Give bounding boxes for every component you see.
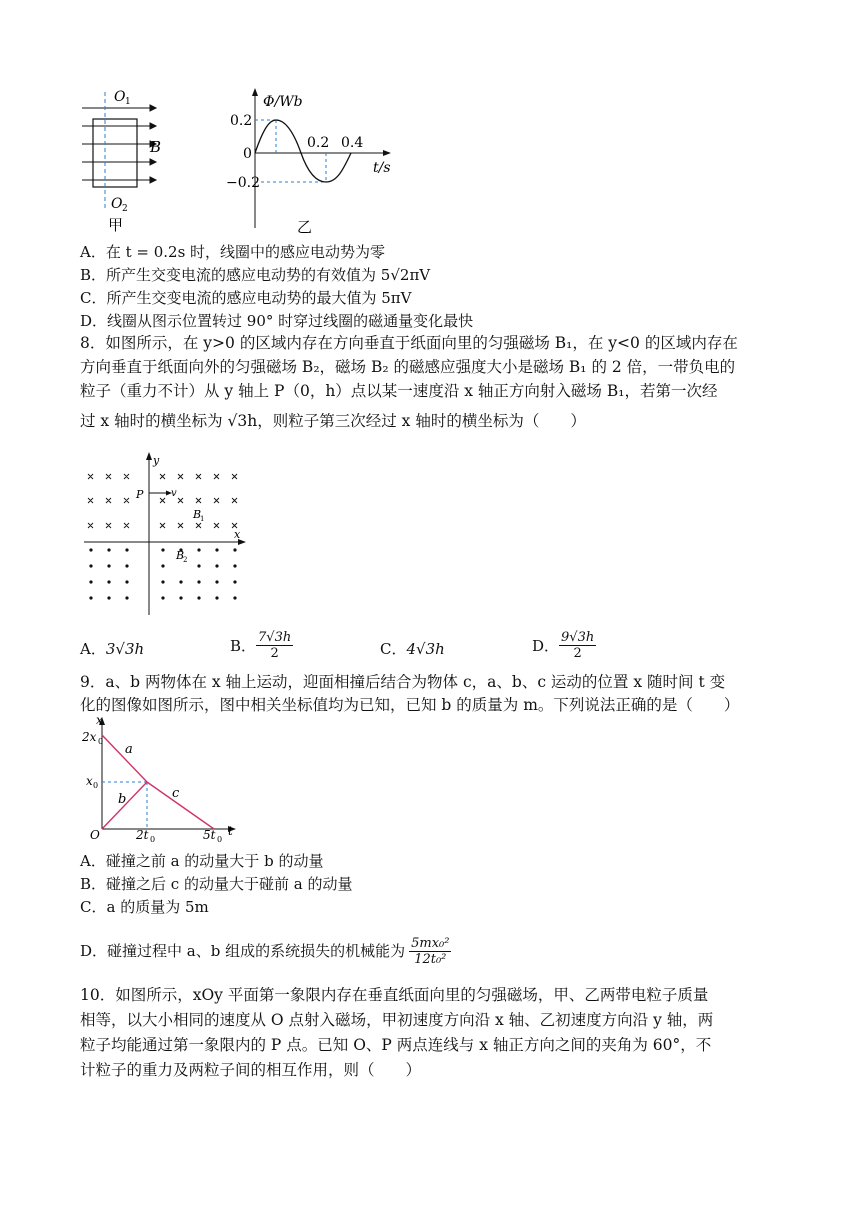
x-axis-label: x (234, 528, 241, 541)
tick-0.2: 0.2 (230, 113, 253, 129)
b-field-label: B (150, 138, 162, 156)
label-2x0-sub: 0 (98, 737, 104, 746)
velocity-label: v (171, 488, 177, 499)
q9-stem-line-2: 化的图像如图所示，图中相关坐标值均为已知，已知 b 的质量为 m。下列说法正确的是（ ） (80, 696, 740, 714)
q10-stem-line-1: 10．如图所示，xOy 平面第一象限内存在垂直纸面向里的匀强磁场，甲、乙两带电粒子质量 (80, 986, 709, 1004)
field-out-of-page-marks (89, 548, 236, 599)
q7-option-b: B．所产生交变电流的感应电动势的有效值为 5√2πV (80, 266, 431, 284)
tick-minus-0.2: −0.2 (226, 175, 260, 191)
y-axis-label: Φ/Wb (263, 94, 303, 110)
q10-stem-line-3: 粒子均能通过第一象限内的 P 点。已知 O、P 两点连线与 x 轴正方向之间的夹角为 60°，不 (80, 1036, 712, 1054)
q8-stem-line-2: 方向垂直于纸面向外的匀强磁场 B₂，磁场 B₂ 的磁感应强度大小是磁场 B₁ 的 2 倍，一带负电的 (80, 358, 736, 376)
q8-stem-line-3: 粒子（重力不计）从 y 轴上 P（0，h）点以某一速度沿 x 轴正方向射入磁场 B₁，若第一次经 (80, 382, 718, 400)
q8-option-c: C．4√3h (380, 640, 445, 658)
tick-0: 0 (243, 146, 252, 162)
o1-subscript: 1 (125, 97, 131, 107)
q8-option-d: D． $\frac{9√3h}{2}$ (532, 630, 595, 661)
q8-option-b: B． $\frac{7√3h}{2}$ (230, 630, 292, 661)
q9-option-a: A．碰撞之前 a 的动量大于 b 的动量 (80, 852, 324, 870)
q8-stem-line-4: 过 x 轴时的横坐标为 √3h，则粒子第三次经过 x 轴时的横坐标为（ ） (80, 412, 586, 430)
caption-jia: 甲 (108, 216, 124, 234)
figure-yi-flux-graph (225, 86, 405, 236)
label-2t0-sub: 0 (150, 835, 156, 844)
q8-option-a: A．3√3h (80, 640, 145, 658)
b2-subscript: 2 (183, 556, 188, 564)
line-c (147, 782, 214, 829)
q8-stem-line-1: 8．如图所示，在 y>0 的区域内存在方向垂直于纸面向里的匀强磁场 B₁，在 y<0 的区域内存在 (80, 334, 738, 352)
figure-jia (80, 86, 180, 236)
q7-option-a: A．在 t = 0.2s 时，线圈中的感应电动势为零 (80, 243, 386, 261)
q9-stem-line-1: 9．a、b 两物体在 x 轴上运动，迎面相撞后结合为物体 c，a、b、c 运动的位置 x 随时间 t 变 (80, 673, 726, 691)
label-b: b (118, 792, 127, 807)
field-into-page-marks (88, 474, 237, 528)
y-axis-label: y (153, 454, 160, 467)
tick-x-0.4: 0.4 (341, 135, 364, 151)
caption-yi: 乙 (297, 218, 313, 236)
figure-q8-magnetic-field (80, 450, 250, 620)
q7-option-d: D．线圈从图示位置转过 90° 时穿过线圈的磁通量变化最快 (80, 312, 474, 330)
label-x0: x (86, 774, 93, 788)
q9-option-c: C．a 的质量为 5m (80, 898, 209, 916)
q10-stem-line-4: 计粒子的重力及两粒子间的相互作用，则（ ） (80, 1061, 422, 1079)
origin-label: O (90, 828, 100, 842)
figure-q9-position-time-graph (80, 715, 250, 845)
point-p-label: P (136, 488, 144, 501)
label-x0-sub: 0 (93, 781, 99, 790)
o2-label: O (111, 196, 123, 212)
label-2x0: 2x (82, 730, 97, 744)
b1-subscript: 1 (200, 515, 205, 523)
t-axis-label: t (228, 824, 233, 838)
x-axis-label: x (96, 715, 103, 727)
o2-subscript: 2 (122, 204, 128, 214)
tick-x-0.2: 0.2 (307, 135, 330, 151)
b1-label: B (193, 508, 202, 521)
label-a: a (125, 742, 133, 757)
label-5t0-sub: 0 (217, 835, 223, 844)
q7-option-c: C．所产生交变电流的感应电动势的最大值为 5πV (80, 289, 412, 307)
flux-sine-curve (255, 120, 351, 182)
label-5t0: 5t (203, 828, 216, 842)
label-2t0: 2t (136, 828, 149, 842)
b2-label: B (176, 549, 185, 562)
q9-option-b: B．碰撞之后 c 的动量大于碰前 a 的动量 (80, 875, 353, 893)
q9-option-d: D．碰撞过程中 a、b 组成的系统损失的机械能为 $\frac{\text{5mx₀²}}{\text{12t₀²}}$ (80, 935, 450, 967)
q10-stem-line-2: 相等，以大小相同的速度从 O 点射入磁场，甲初速度方向沿 x 轴、乙初速度方向沿 y 轴，两 (80, 1011, 714, 1029)
label-c: c (172, 786, 180, 801)
o1-label: O (114, 89, 126, 105)
x-axis-label: t/s (373, 160, 391, 176)
